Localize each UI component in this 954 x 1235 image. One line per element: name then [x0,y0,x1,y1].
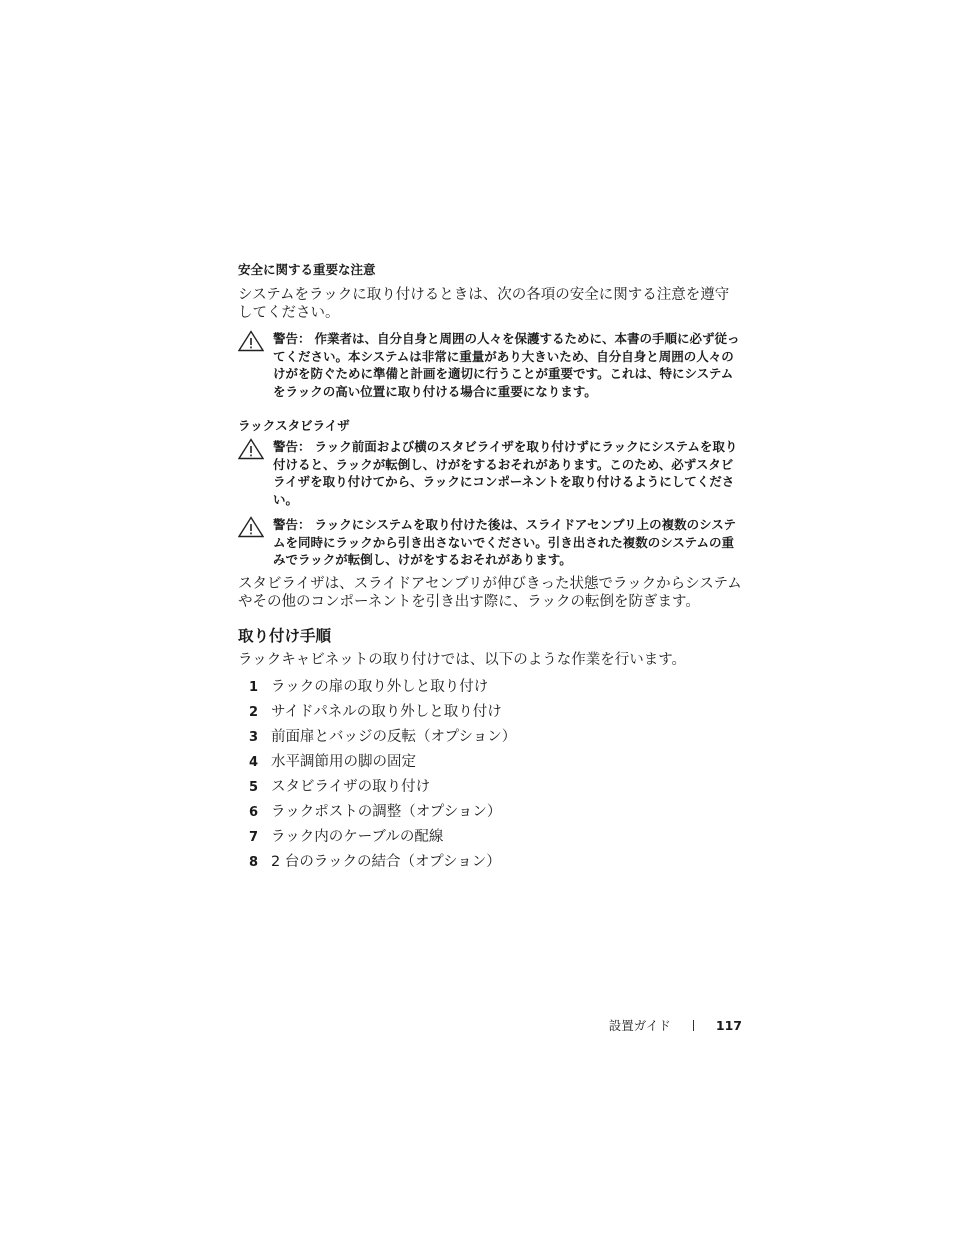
footer-guide-title: 設置ガイド [608,1018,671,1033]
step-text: ラックの扉の取り外しと取り付け [271,678,489,695]
page-content [238,258,743,875]
step-number: 8 [249,854,259,870]
step-text: ラックポストの調整（オプション） [271,803,502,820]
list-item [238,725,743,750]
warning-triangle-icon [238,516,264,538]
footer-divider [693,1020,694,1031]
safety-warning [238,330,743,400]
list-item [238,775,743,800]
list-item [238,675,743,700]
step-text: 2 台のラックの結合（オプション） [271,853,501,870]
list-item [238,850,743,875]
warning-label: 警告： [273,517,311,532]
page-number: 117 [715,1017,742,1033]
step-text: スタビライザの取り付け [271,778,431,795]
warning-text: 作業者は、自分自身と周囲の人々を保護するために、本書の手順に必ず従ってください。本システムは非常に重量があり大きいため、自分自身と周囲の人々のけがを防ぐために準備と計画を適切に行うことが重要です。これは、特にシステムをラックの高い位置に取り付ける場合に重要になります。 [273,331,740,399]
warning-label: 警告： [273,331,311,346]
warning-triangle-icon [238,330,264,352]
stabilizer-body: スタビライザは、スライドアセンブリが伸びきった状態でラックからシステムやその他のコンポーネントを引き出す際に、ラックの転倒を防ぎます。 [238,575,742,610]
stabilizer-warning-2 [238,516,743,569]
safety-intro: システムをラックに取り付けるときは、次の各項の安全に関する注意を遵守してください。 [238,287,730,321]
step-number: 6 [249,804,259,820]
list-item [238,800,743,825]
page-footer [609,1016,742,1034]
list-item [238,700,743,725]
installation-heading: 取り付け手順 [238,626,332,645]
step-number: 1 [249,679,259,695]
list-item [238,750,743,775]
warning-triangle-icon [238,438,264,460]
step-number: 4 [249,754,259,770]
installation-steps [238,675,743,875]
safety-heading: 安全に関する重要な注意 [238,262,376,277]
step-number: 2 [249,704,259,720]
warning-text: ラック前面および横のスタビライザを取り付けずにラックにシステムを取り付けると、ラックが転倒し、けがをするおそれがあります。このため、必ずスタビライザを取り付けてから、ラックにコンポーネントを取り付けるようにしてください。 [273,439,738,507]
step-text: サイドパネルの取り外しと取り付け [271,703,502,720]
warning-label: 警告： [273,439,311,454]
stabilizer-heading: ラックスタビライザ [238,418,350,433]
step-number: 7 [249,829,259,845]
step-text: ラック内のケーブルの配線 [271,828,444,845]
list-item [238,825,743,850]
step-number: 5 [249,779,259,795]
step-text: 水平調節用の脚の固定 [271,753,416,770]
step-text: 前面扉とバッジの反転（オプション） [271,728,517,745]
installation-intro: ラックキャビネットの取り付けでは、以下のような作業を行います。 [238,651,687,668]
step-number: 3 [249,729,259,745]
stabilizer-warning-1 [238,438,743,508]
warning-text: ラックにシステムを取り付けた後は、スライドアセンブリ上の複数のシステムを同時にラックから引き出さないでください。引き出された複数のシステムの重みでラックが転倒し、けがをするおそれがあります。 [273,517,737,567]
